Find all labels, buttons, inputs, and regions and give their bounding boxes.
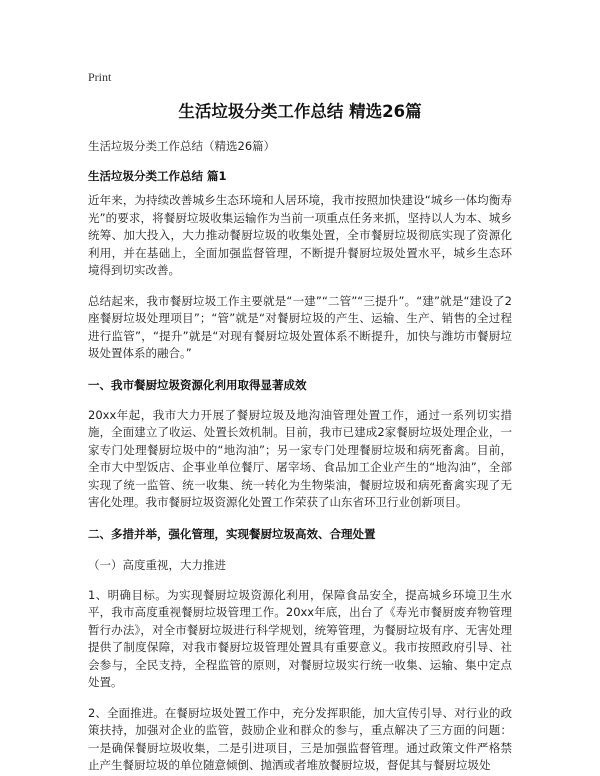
paragraph-item-1: 1、明确目标。为实现餐厨垃圾资源化利用，保障食品安全，提高城乡环境卫生水平，我市高度重视餐厨垃圾管理工作。20xx年底，出台了《寿光市餐厨废弃物管理暂行办法》，对全市餐厨垃圾进行科学规划，统筹管理，为餐厨垃圾有序、无害处理提供了制度保障，对我市餐厨垃圾管理处置具有重要意义。我市按照政府引导、社会参与，全民支持，全程监管的原则，对餐厨垃圾实行统一收集、运输、集中定点处置。 bbox=[88, 587, 512, 689]
page-title: 生活垃圾分类工作总结 精选26篇 bbox=[178, 102, 422, 121]
paragraph-item-2: 2、全面推进。在餐厨垃圾处置工作中，充分发挥职能，加大宣传引导、对行业的政策扶持，加强对企业的监管，鼓励企业和群众的参与，重点解决了三方面的问题：一是确保餐厨垃圾收集，二是引进项目，三是加强监督管理。通过政策文件严格禁止产生餐厨垃圾的单位随意倾倒、抛洒或者堆放餐厨垃圾，督促其与餐厨垃圾处 bbox=[88, 705, 512, 772]
paragraph-intro: 近年来，为持续改善城乡生态环境和人居环境，我市按照加快建设“城乡一体均衡寿光”的要求，将餐厨垃圾收集运输作为当前一项重点任务来抓，坚持以人为本、城乡统筹、加大投入，大力推动餐厨垃圾的收集处置，全市餐厨垃圾彻底实现了资源化利用，并在基础上，全面加强监督管理，不断提升餐厨垃圾处置水平，城乡生态环境得到切实改善。 bbox=[88, 193, 512, 277]
paragraph-section-1: 20xx年起，我市大力开展了餐厨垃圾及地沟油管理处置工作，通过一系列切实措施，全面建立了收运、处置长效机制。目前，我市已建成2家餐厨垃圾处理企业，一家专门处理餐厨垃圾中的“地沟油”；另一家专门处理餐厨垃圾和病死畜禽。目前，全市大中型饭店、企事业单位餐厅、屠宰场、食品加工企业产生的“地沟油”，全部实现了统一监管、统一收集、统一转化为生物柴油，餐厨垃圾和病死畜禽实现了无害化处理。我市餐厨垃圾资源化处置工作荣获了山东省环卫行业创新项目。 bbox=[88, 407, 512, 509]
section-heading-1: 一、我市餐厨垃圾资源化利用取得显著成效 bbox=[88, 377, 307, 392]
section-heading-2: 二、多措并举，强化管理，实现餐厨垃圾高效、合理处置 bbox=[88, 526, 376, 541]
piece-heading: 生活垃圾分类工作总结 篇1 bbox=[88, 169, 227, 183]
print-link[interactable]: Print bbox=[88, 70, 112, 84]
subsection-heading-1: （一）高度重视，大力推进 bbox=[88, 557, 226, 572]
document-subtitle: 生活垃圾分类工作总结（精选26篇） bbox=[88, 139, 276, 153]
paragraph-summary: 总结起来，我市餐厨垃圾工作主要就是“一建”“二管”“三提升”。“建”就是“建设了2座餐厨垃圾处理项目”；“管”就是“对餐厨垃圾的产生、运输、生产、销售的全过程进行监管”，“提升”就是“对现有餐厨垃圾处置体系不断提升，加快与潍坊市餐厨垃圾处置体系的融合。” bbox=[88, 293, 512, 360]
